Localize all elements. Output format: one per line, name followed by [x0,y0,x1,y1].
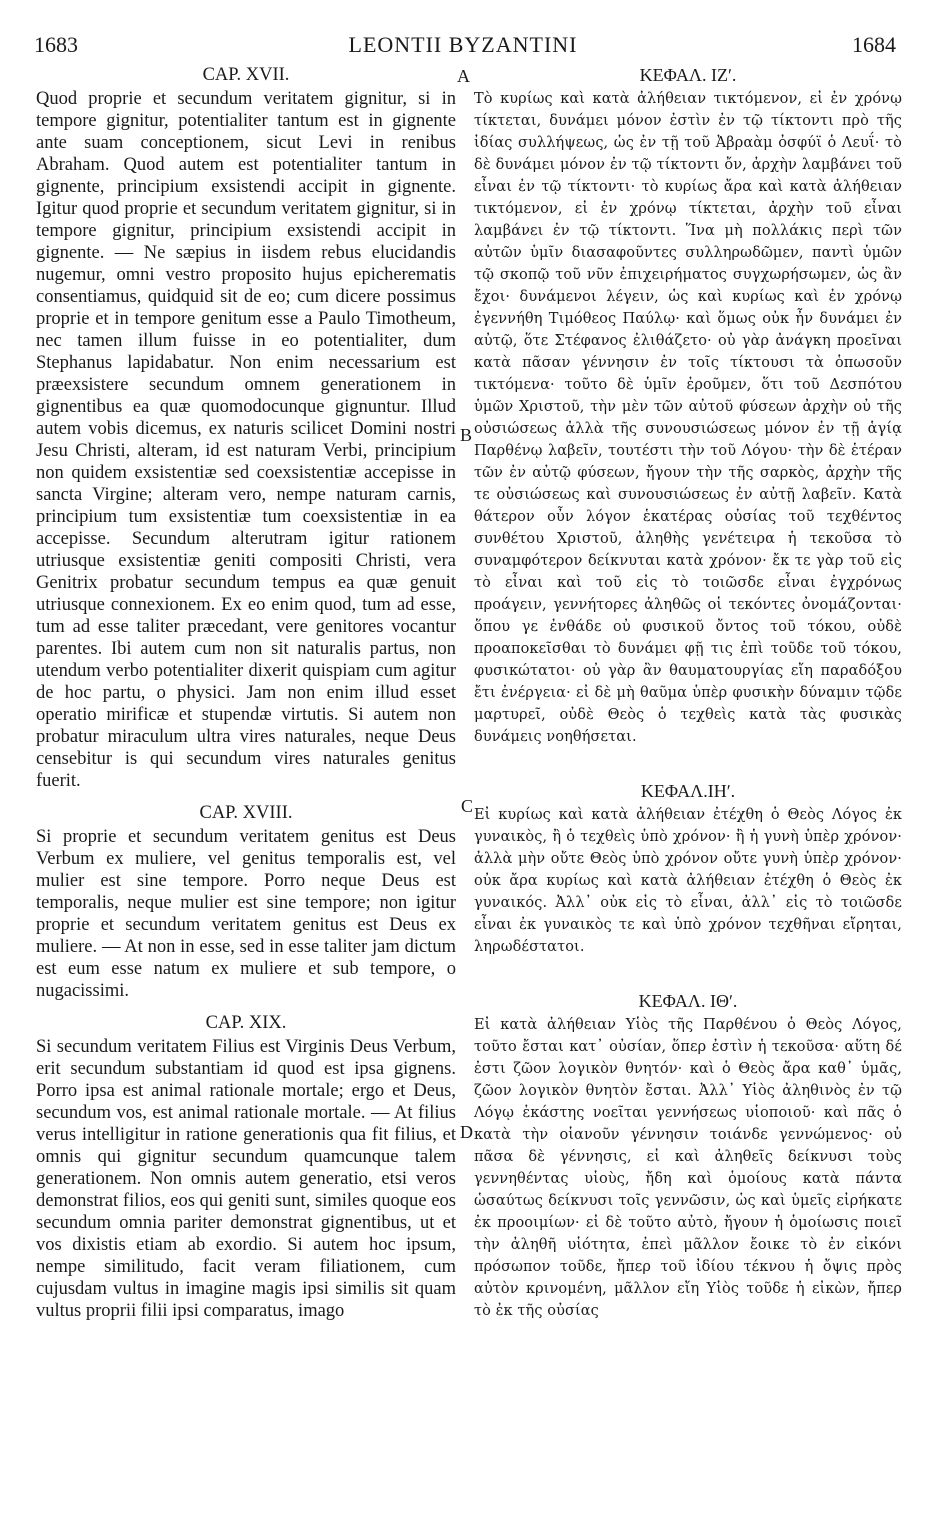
margin-letter-c: C [461,796,474,816]
chapter-title: CAP. XIX. [205,1013,287,1033]
chapter-title: CAP. XVIII. [199,803,293,823]
greek-column [474,62,902,1322]
chapter-text: Εἰ κυρίως καὶ κατὰ ἀλήθειαν ἐτέχθη ὁ Θεὸς Λόγος ἐκ γυναικὸς, ἢ ὁ τεχθεὶς ὑπὸ χρόνον· ἢ ἡ γυνὴ ὑπὲρ χρόνον· ἀλλὰ μὴν οὔτε Θεὸς ὑπὸ χρόνον οὔτε γυνὴ ὑπὲρ χρόνον· οὐκ ἄρα κυρίως καὶ κατὰ ἀλήθειαν ἐτέχθη ὁ Θεὸς ἐκ γυναικός. Ἀλλ᾽ οὐκ εἰς τὸ εἶναι, ἀλλ᾽ εἰς τὸ τοιῶσδε εἶναι ἐκ γυναικὸς τε καὶ ὑπὸ χρόνον τεχθῆναι εἴρηται, ληρωδέστατοι. [474,807,902,955]
margin-letter-d: D [460,1122,473,1142]
chapter-title: ΚΕΦΑΛ. ΙΘʹ. [638,991,738,1011]
chapter-text: Εἰ κατὰ ἀλήθειαν Υἱὸς τῆς Παρθένου ὁ Θεὸς Λόγος, τοῦτο ἔσται κατ᾽ οὐσίαν, ὅπερ ἐστὶν ἡ τεκοῦσα· αὕτη δέ ἐστι ζῶον λογικὸν θνητόν· καὶ ὁ Θεὸς ἄρα καθ᾽ ὑμᾶς, ζῶον λογικὸν θνητὸν ἔσται. Ἀλλ᾽ Υἱὸς ἀληθινὸς ἐν τῷ Λόγῳ ἑκάστης νοεῖται γεννήσεως υἱοποιοῦ· καὶ πᾶς ὁ κατὰ τὴν οἱανοῦν γέννησιν τοιάνδε γεννώμενος· οὐ πᾶσα δὲ γέννησις, εἰ καὶ ἀληθεῖς δείκνυσι τοὺς γεννηθέντας υἱοὺς, ἤδη καὶ ὁμοίους κατὰ πάντα ὡσαύτως δείκνυσι τοῖς γεννῶσιν, ὡς καὶ ὑμεῖς εἰρήκατε ἐκ προοιμίων· εἰ δὲ τοῦτο αὐτὸ, ἤγουν ἡ ὁμοίωσις ποιεῖ τὴν ἀληθῆ υἱότητα, ἐπεὶ μᾶλλον ἔοικε τὸ ἐν εἰκόνι πρόσωπον τοῦδε, ἤπερ τοῦ ἰδίου τέκνου ἡ ὄψις πρὸς αὐτὸν κρινομένη, μᾶλλον εἴη Υἱὸς τοῦδε ἡ εἰκὼν, ἤπερ τὸ ἐκ τῆς οὐσίας [474,1017,902,1319]
chapter-text: Quod proprie et secundum veritatem gignitur, si in tempore gignitur, potentialiter tantum est in gignente ante suam conceptionem, sicut Levi in renibus Abraham. Quod autem est potentialiter tantum in gignente, principium exsistendi accipit in gignente. Igitur quod proprie et secundum veritatem gignitur, si in tempore gignitur, principium exsistendi accipit in gignente. — Ne sæpius in iisdem rebus elucidandis nugemur, omni vestro proposito hujus epicherematis consentiamus, quidquid sit de eo; cum dicere possimus proprie et in tempore genitum esse a Paulo Timotheum, nec tamen illum fuisse in eo potentialiter, dum Stephanus lapidabatur. Non enim necessarium est præexsistere secundum omnem generationem in gignentibus ea quæ quomodocunque gignuntur. Illud autem vobis dicemus, ex naturis scilicet Domini nostri Jesu Christi, alteram, id est naturam Verbi, principium non quidem exsistentiæ sed coexsistentiæ accepisse in sancta Virgine; alteram vero, nempe naturam carnis, principium tum exsistentiæ tum coexsistentiæ in ea accepisse. Secundum alterutram igitur rationem utriusque exsistentiæ geniti compositi Christi, vera Genitrix probatur secundum tempus ea quæ genuit utriusque connexionem. Ex eo enim quod, tum ad esse, tum ad esse taliter præcedant, vere genitores vocantur parentes. Ibi autem cum non sit naturalis partus, non utendum verbo potentialiter dixerit quispiam cum agitur de hoc partu, o physici. Jam non enim illud esset operatio mirificæ et stupendæ virtutis. Si autem non probatur miraculum ultra vires naturales, neque Deus censebitur is qui secundum vires naturales genitus fuerit. [36,89,456,791]
chapter-19-greek [474,988,902,1322]
running-title: LEONTII BYZANTINI [348,32,578,57]
right-page-number: 1684 [852,32,896,57]
chapter-text: Si secundum veritatem Filius est Virginis Deus Verbum, erit secundum substantiam id quod est ipsa gignens. Porro ipsa est animal rationale mortale; ergo et Deus, secundum vos, est animal rationale mortale. — At filius verus intelligitur in ratione generationis qua fit filius, et omnis qui gignitur secundum quamcunque talem generationem. Non omnis autem generatio, etsi veros demonstrat filios, eos qui geniti sunt, similes quoque eos secundum omnia pariter demonstrat gignentibus, ut et vos dixistis etiam ab exordio. Si autem hoc ipsum, nempe similitudo, facit veram filiationem, cum cujusdam vultus in imagine magis ipsi similis sit quam vultus proprii filii ipsi comparatus, imago [36,1037,456,1321]
left-page-number: 1683 [34,32,78,57]
chapter-xviii-latin [36,800,456,1002]
chapter-title: CAP. XVII. [202,65,290,85]
page-header [0,32,926,62]
chapter-xvii-latin [36,62,456,792]
chapter-title: ΚΕΦΑΛ.ΙΗʹ. [640,781,736,801]
chapter-text: Τὸ κυρίως καὶ κατὰ ἀλήθειαν τικτόμενον, εἰ ἐν χρόνῳ τίκτεται, δυνάμει μόνον ἐστὶν ἐν τῷ τίκτοντι πρὸ τῆς ἰδίας συλλήψεως, ὡς ἐν τῇ τοῦ Ἀβραὰμ ὀσφύϊ ὁ Λευΐ· τὸ δὲ δυνάμει μόνον ἐν τῷ τίκτοντι ὄν, ἀρχὴν λαμβάνει τοῦ εἶναι ἐν τῷ τίκτοντι· τὸ κυρίως ἄρα καὶ κατὰ ἀλήθειαν τικτόμενον, εἰ ἐν χρόνῳ τίκτεται, ἀρχὴν τοῦ εἶναι λαμβάνει ἐν τῷ τίκτοντι. Ἵνα μὴ πολλάκις περὶ τῶν αὐτῶν ὑμῖν διασαφοῦντες συλληρωδῶμεν, παντὶ ὑμῶν τῷ σκοπῷ τοῦ νῦν ἐπιχειρήματος συγχωρήσωμεν, ὡς ἂν ἔχοι· δυνάμενοι λέγειν, ὡς καὶ κυρίως καὶ ἐν χρόνῳ ἐγεννήθη Τιμόθεος Παύλῳ· καὶ ὅμως οὐκ ἦν δυνάμει ἐν αὐτῷ, ὅτε Στέφανος ἐλιθάζετο· οὐ γὰρ ἀνάγκη προεῖναι κατὰ πᾶσαν γέννησιν ἐν τοῖς τίκτουσι τὰ ὁπωσοῦν τικτόμενα· τοῦτο δὲ ὑμῖν ἐροῦμεν, ὅτι τοῦ Δεσπότου ὑμῶν Χριστοῦ, τὴν μὲν τῶν αὐτοῦ φύσεων ἀρχὴν οὐ τῆς οὐσιώσεως ἀλλὰ τῆς συνουσιώσεως μόνον ἐν τῇ ἁγίᾳ Παρθένῳ λαβεῖν, τουτέστι τὴν τοῦ Λόγου· τὴν δὲ ἑτέραν τῶν ἐν αὐτῷ φύσεων, ἤγουν τὴν τῆς σαρκὸς, ἀρχὴν τῆς τε οὐσιώσεως καὶ συνουσιώσεως ἐν αὐτῇ λαβεῖν. Κατὰ θάτερον οὖν λόγον ἑκατέρας οὐσίας τοῦ τεχθέντος συνθέτου Χριστοῦ, ἀληθὴς γενέτειρα ἡ τεκοῦσα τὸ συναμφότερον δείκνυται κατὰ χρόνον· ἔκ τε γὰρ τοῦ εἰς τὸ εἶναι καὶ τοῦ εἰς τὸ τοιῶσδε εἶναι ἐγχρόνως προάγειν, γεννήτορες ἀληθῶς οἱ τεκόντες ὀνομάζονται· ὅπου γε ἐνθάδε οὐ φυσικοῦ ὄντος τοῦ τόκου, οὐδὲ προαποκεῖσθαι τὸ δυνάμει φῇ τις ἐπὶ τοῦδε τοῦ τόκου, φυσικώτατοι· οὐ γὰρ ἂν θαυματουργίας εἴη παραδόξου ἔτι ἐνέργεια· εἰ δὲ μὴ θαῦμα ὑπὲρ φυσικὴν δύναμιν τῷδε μαρτυρεῖ, οὐδὲ Θεὸς ὁ τεχθεὶς κατὰ τὰς φυσικὰς δυνάμεις νοηθήσεται. [474,91,902,745]
latin-column [36,62,456,1322]
margin-letter-a: A [457,66,470,86]
chapter-18-greek [474,778,902,958]
chapter-17-greek [474,62,902,748]
chapter-text: Si proprie et secundum veritatem genitus est Deus Verbum ex muliere, vel genitus temporalis est, vel mulier est sine tempore. Porro neque Deus est temporalis, neque mulier est sine tempore; non igitur proprie et secundum veritatem genitus est Deus ex muliere. — At non in esse, sed in esse taliter jam dictum est eum esse natum ex muliere et sub tempore, o nugacissimi. [36,827,456,1001]
margin-letter-b: B [460,425,473,445]
chapter-xix-latin [36,1010,456,1322]
chapter-title: ΚΕΦΑΛ. ΙΖʹ. [639,65,737,85]
